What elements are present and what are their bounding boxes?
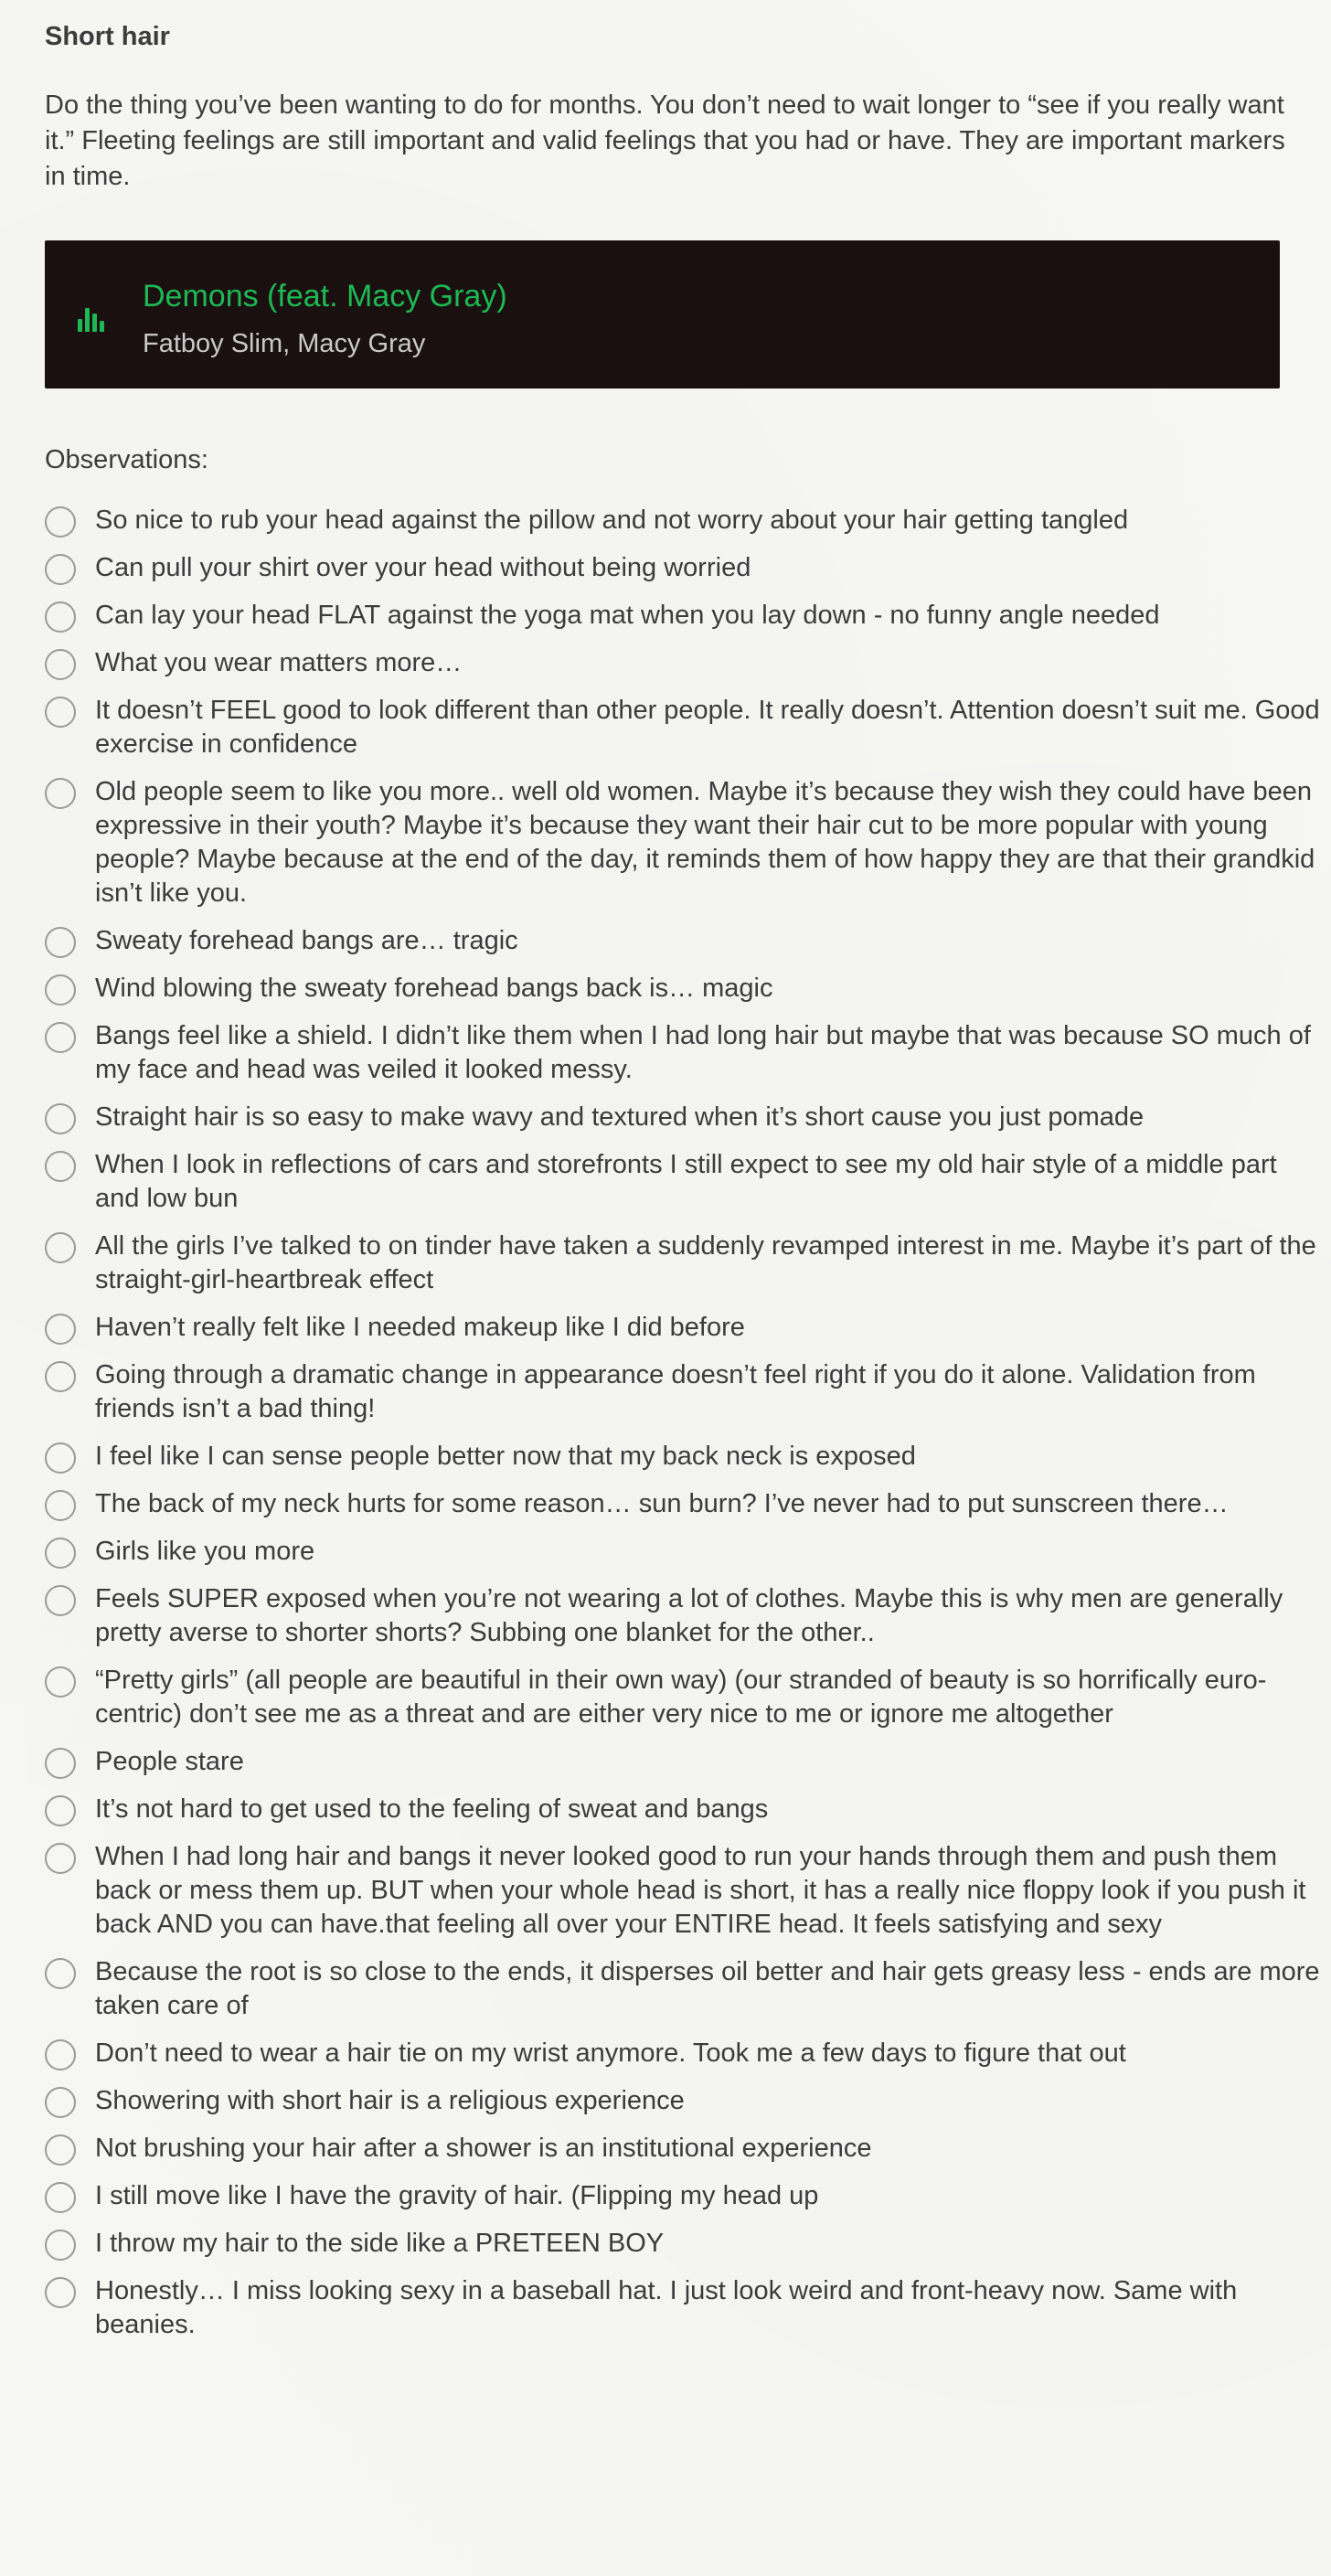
checkbox-circle-icon[interactable]: [45, 1843, 76, 1874]
checkbox-circle-icon[interactable]: [45, 1538, 76, 1569]
checklist-item-text[interactable]: The back of my neck hurts for some reason… sun burn? I’ve never had to put sunscreen there…: [95, 1489, 1229, 1518]
checklist-item[interactable]: [45, 775, 1325, 910]
checklist-item[interactable]: [45, 2037, 1325, 2070]
checklist-item-text[interactable]: Because the root is so close to the ends, it disperses oil better and hair gets greasy less - ends are more taken care of: [95, 1957, 1320, 2020]
checkbox-circle-icon[interactable]: [45, 649, 76, 680]
checkbox-circle-icon[interactable]: [45, 1103, 76, 1134]
checkbox-circle-icon[interactable]: [45, 1958, 76, 1989]
checkbox-circle-icon[interactable]: [45, 2039, 76, 2070]
checkbox-circle-icon[interactable]: [45, 1666, 76, 1698]
checklist-item-text[interactable]: Straight hair is so easy to make wavy and textured when it’s short cause you just pomade: [95, 1102, 1145, 1132]
checklist-item[interactable]: [45, 599, 1325, 633]
checkbox-circle-icon[interactable]: [45, 1022, 76, 1053]
checklist-item-text[interactable]: Feels SUPER exposed when you’re not wearing a lot of clothes. Maybe this is why men are generally pretty averse to shorter shorts? Subbing one blanket for the other..: [95, 1584, 1283, 1647]
checklist-item[interactable]: [45, 1229, 1325, 1297]
checkbox-circle-icon[interactable]: [45, 2087, 76, 2118]
equalizer-bars-icon: [78, 304, 105, 332]
checklist-item[interactable]: [45, 2274, 1325, 2342]
checklist-item[interactable]: [45, 2227, 1325, 2261]
track-title[interactable]: Demons (feat. Macy Gray): [143, 279, 507, 314]
checkbox-circle-icon[interactable]: [45, 2182, 76, 2213]
checklist-item[interactable]: [45, 1535, 1325, 1569]
checklist-item-text[interactable]: Haven’t really felt like I needed makeup like I did before: [95, 1313, 745, 1342]
checkbox-circle-icon[interactable]: [45, 2230, 76, 2261]
checkbox-circle-icon[interactable]: [45, 554, 76, 585]
checkbox-circle-icon[interactable]: [45, 2134, 76, 2166]
observations-checklist: [45, 504, 1320, 2342]
checklist-item[interactable]: [45, 972, 1325, 1006]
checkbox-circle-icon[interactable]: [45, 1748, 76, 1779]
checkbox-circle-icon[interactable]: [45, 1490, 76, 1521]
checklist-item[interactable]: [45, 1101, 1325, 1134]
checklist-item-text[interactable]: What you wear matters more…: [95, 648, 463, 677]
checklist-item[interactable]: [45, 1840, 1325, 1942]
checklist-item-text[interactable]: Not brushing your hair after a shower is an institutional experience: [95, 2134, 872, 2163]
note-intro[interactable]: Do the thing you’ve been wanting to do for months. You don’t need to wait longer to “see if you really want it.” Fleeting feelings are still important and valid feelings that you had or have. They are important markers in time.: [45, 90, 1285, 191]
checkbox-circle-icon[interactable]: [45, 1314, 76, 1345]
checkbox-circle-icon[interactable]: [45, 1585, 76, 1616]
checklist-item[interactable]: [45, 1745, 1325, 1779]
checklist-item[interactable]: [45, 1019, 1325, 1087]
checkbox-circle-icon[interactable]: [45, 2277, 76, 2308]
checklist-item[interactable]: [45, 504, 1325, 538]
checklist-item[interactable]: [45, 694, 1325, 761]
checklist-item[interactable]: [45, 1487, 1325, 1521]
checkbox-circle-icon[interactable]: [45, 697, 76, 728]
checklist-item-text[interactable]: Going through a dramatic change in appearance doesn’t feel right if you do it alone. Validation from friends isn’t a bad thing!: [95, 1360, 1256, 1423]
checklist-item-text[interactable]: Old people seem to like you more.. well old women. Maybe it’s because they wish they could have been expressive in their youth? Maybe it’s because they want their hair cut to be more popular with young people? Maybe because at the end of the day, it reminds them of how happy they are that their grandkid isn’t like you.: [95, 777, 1315, 908]
checklist-item-text[interactable]: When I had long hair and bangs it never looked good to run your hands through them and push them back or mess them up. BUT when your whole head is short, it has a really nice floppy look if you push it back AND you can have.that feeling all over your ENTIRE head. It feels satisfying and sexy: [95, 1842, 1306, 1939]
checkbox-circle-icon[interactable]: [45, 1151, 76, 1182]
checklist-item[interactable]: [45, 2132, 1325, 2166]
checkbox-circle-icon[interactable]: [45, 927, 76, 958]
checkbox-circle-icon[interactable]: [45, 1442, 76, 1474]
checklist-item-text[interactable]: Showering with short hair is a religious experience: [95, 2086, 685, 2115]
checklist-item[interactable]: [45, 1311, 1325, 1345]
checklist-item[interactable]: [45, 1793, 1325, 1826]
checklist-item-text[interactable]: All the girls I’ve talked to on tinder have taken a suddenly revamped interest in me. Maybe it’s part of the straight-girl-heartbreak effect: [95, 1231, 1316, 1294]
checklist-item-text[interactable]: Don’t need to wear a hair tie on my wrist anymore. Took me a few days to figure that out: [95, 2038, 1126, 2068]
checkbox-circle-icon[interactable]: [45, 974, 76, 1006]
checklist-item[interactable]: [45, 1582, 1325, 1650]
note-body[interactable]: [45, 16, 1320, 2356]
checklist-item[interactable]: [45, 1664, 1325, 1731]
checklist-item-text[interactable]: I throw my hair to the side like a PRETEEN BOY: [95, 2229, 665, 2258]
checklist-item-text[interactable]: Honestly… I miss looking sexy in a baseball hat. I just look weird and front-heavy now. Same with beanies.: [95, 2276, 1238, 2339]
checklist-item-text[interactable]: Can pull your shirt over your head without being worried: [95, 553, 751, 582]
checklist-item-text[interactable]: “Pretty girls” (all people are beautiful in their own way) (our stranded of beauty is so horrifically euro-centric) don’t see me as a threat and are either very nice to me or ignore me altogether: [95, 1666, 1267, 1729]
checkbox-circle-icon[interactable]: [45, 506, 76, 538]
checklist-item-text[interactable]: So nice to rub your head against the pillow and not worry about your hair getting tangled: [95, 506, 1129, 535]
checklist-item-text[interactable]: Can lay your head FLAT against the yoga mat when you lay down - no funny angle needed: [95, 601, 1160, 630]
checklist-item-text[interactable]: I feel like I can sense people better now that my back neck is exposed: [95, 1442, 916, 1471]
checkbox-circle-icon[interactable]: [45, 601, 76, 633]
checkbox-circle-icon[interactable]: [45, 1795, 76, 1826]
observations-heading[interactable]: Observations:: [45, 445, 208, 474]
checklist-item[interactable]: [45, 1148, 1325, 1216]
checklist-item-text[interactable]: It doesn’t FEEL good to look different than other people. It really doesn’t. Attention doesn’t suit me. Good exercise in confidence: [95, 696, 1320, 759]
checkbox-circle-icon[interactable]: [45, 1361, 76, 1392]
checklist-item-text[interactable]: Girls like you more: [95, 1537, 315, 1566]
checklist-item[interactable]: [45, 1955, 1325, 2023]
checklist-item-text[interactable]: When I look in reflections of cars and storefronts I still expect to see my old hair style of a middle part and low bun: [95, 1150, 1277, 1213]
checkbox-circle-icon[interactable]: [45, 1232, 76, 1263]
checklist-item[interactable]: [45, 1440, 1325, 1474]
checklist-item[interactable]: [45, 1358, 1325, 1426]
checklist-item-text[interactable]: I still move like I have the gravity of hair. (Flipping my head up: [95, 2181, 819, 2210]
note-title[interactable]: Short hair: [45, 22, 170, 51]
music-embed-card[interactable]: [45, 240, 1280, 389]
checklist-item-text[interactable]: Wind blowing the sweaty forehead bangs back is… magic: [95, 974, 773, 1003]
track-artist: Fatboy Slim, Macy Gray: [143, 329, 426, 358]
checklist-item[interactable]: [45, 924, 1325, 958]
checklist-item-text[interactable]: Sweaty forehead bangs are… tragic: [95, 926, 518, 955]
checklist-item-text[interactable]: Bangs feel like a shield. I didn’t like them when I had long hair but maybe that was because SO much of my face and head was veiled it looked messy.: [95, 1021, 1311, 1084]
checklist-item[interactable]: [45, 551, 1325, 585]
checklist-item[interactable]: [45, 2084, 1325, 2118]
checklist-item[interactable]: [45, 646, 1325, 680]
checkbox-circle-icon[interactable]: [45, 778, 76, 809]
checklist-item-text[interactable]: It’s not hard to get used to the feeling of sweat and bangs: [95, 1794, 769, 1824]
checklist-item[interactable]: [45, 2179, 1325, 2213]
checklist-item-text[interactable]: People stare: [95, 1747, 244, 1776]
